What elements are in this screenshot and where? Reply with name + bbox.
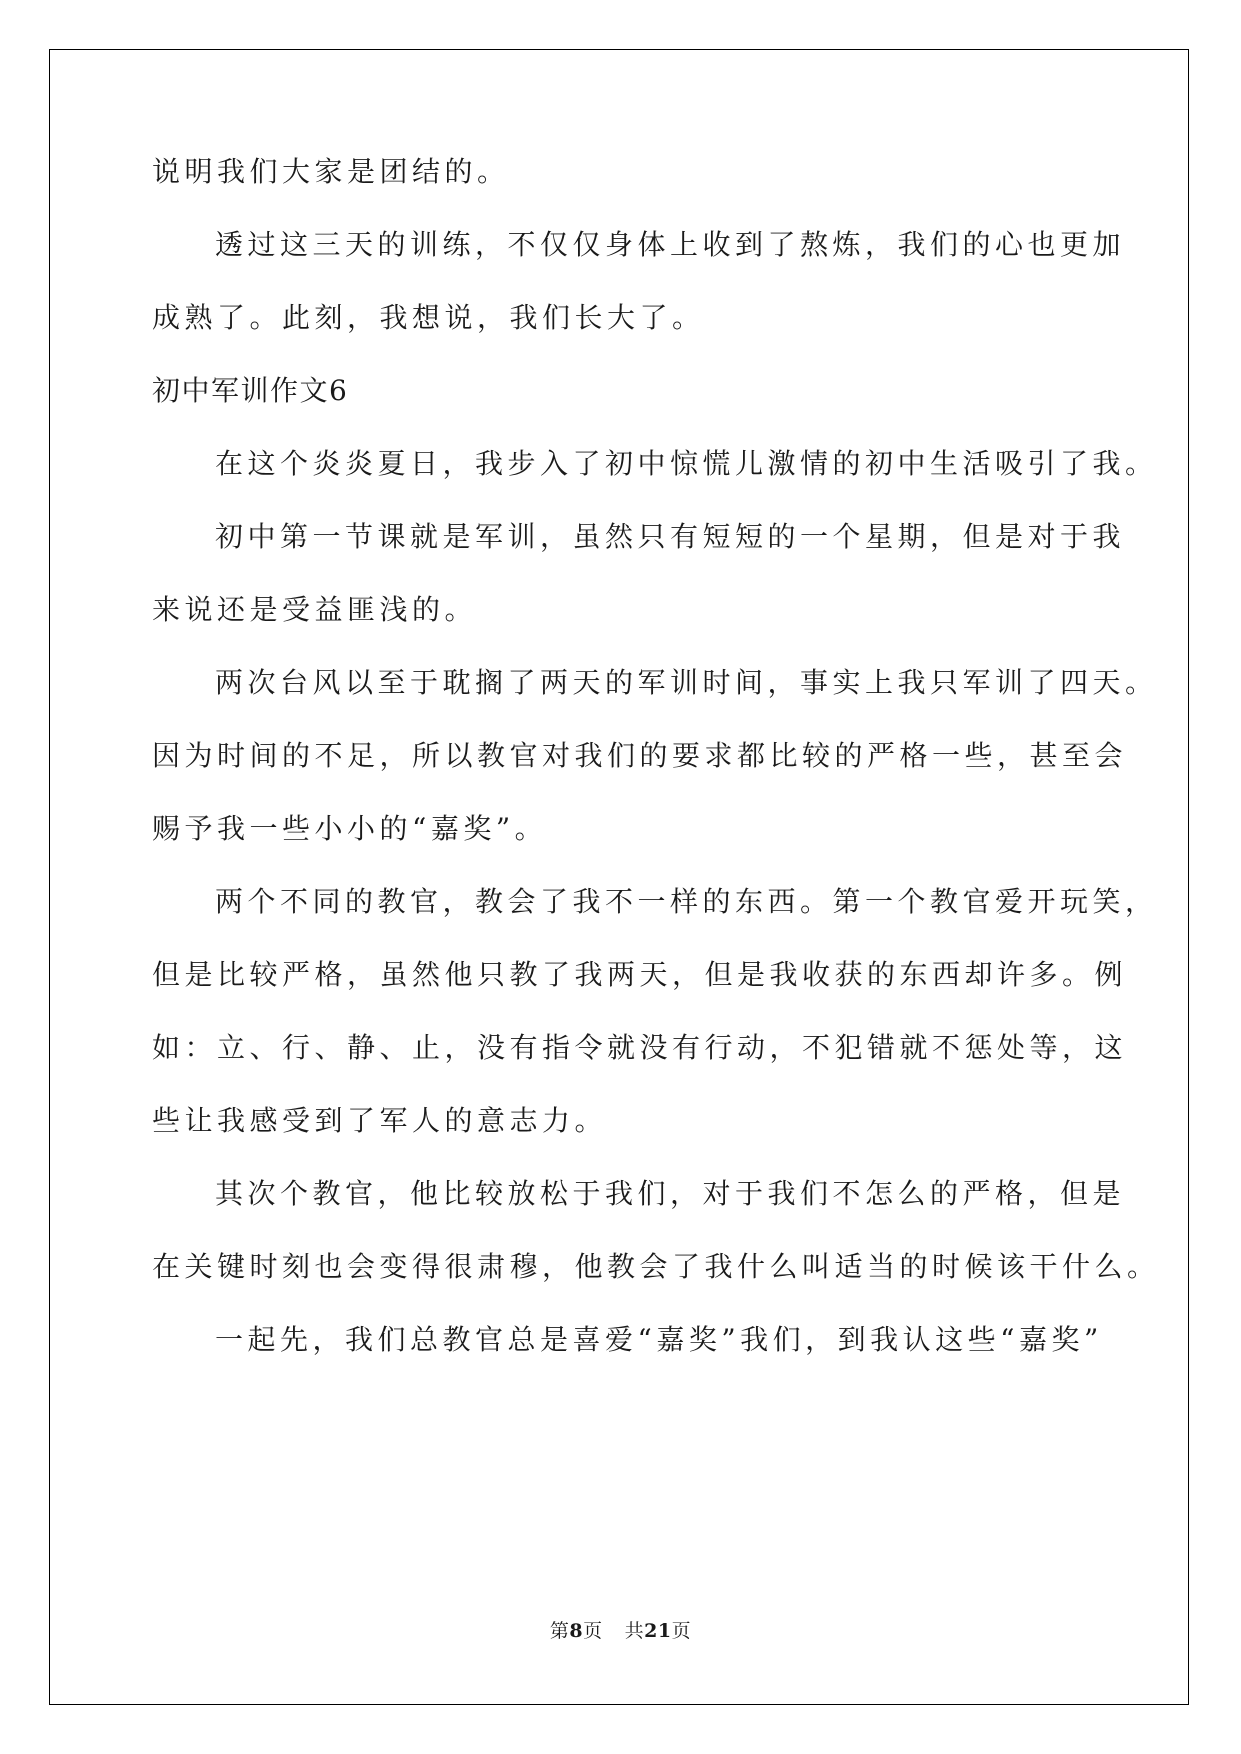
paragraph-line: 成熟了。此刻，我想说，我们长大了。	[152, 301, 705, 334]
total-suffix: 页	[671, 1620, 692, 1642]
page-prefix: 第	[549, 1620, 570, 1642]
section-heading: 初中军训作文6	[152, 374, 349, 407]
paragraph-line: 其次个教官，他比较放松于我们，对于我们不怎么的严格，但是	[215, 1177, 1126, 1210]
paragraph-line: 些让我感受到了军人的意志力。	[152, 1104, 608, 1137]
total-prefix: 共	[624, 1620, 645, 1642]
paragraph-line: 在关键时刻也会变得很肃穆，他教会了我什么叫适当的时候该干什么。	[152, 1250, 1160, 1283]
paragraph-line: 如：立、行、静、止，没有指令就没有行动，不犯错就不惩处等，这	[152, 1031, 1128, 1064]
paragraph-line: 赐予我一些小小的“嘉奖”。	[152, 812, 548, 845]
paragraph-line: 一起先，我们总教官总是喜爱“嘉奖”我们，到我认这些“嘉奖”	[215, 1323, 1103, 1356]
paragraph-line: 初中第一节课就是军训，虽然只有短短的一个星期，但是对于我	[215, 520, 1126, 553]
paragraph-line: 两次台风以至于耽搁了两天的军训时间，事实上我只军训了四天。	[215, 666, 1158, 699]
paragraph-line: 在这个炎炎夏日，我步入了初中惊慌儿激情的初中生活吸引了我。	[215, 447, 1158, 480]
page-suffix: 页	[583, 1620, 603, 1642]
page-footer	[0, 1622, 1241, 1641]
paragraph-line: 因为时间的不足，所以教官对我们的要求都比较的严格一些，甚至会	[152, 739, 1128, 772]
paragraph-line: 透过这三天的训练，不仅仅身体上收到了熬炼，我们的心也更加	[215, 228, 1126, 261]
paragraph-line: 来说还是受益匪浅的。	[152, 593, 478, 626]
page-number: 8	[569, 1620, 584, 1642]
page-border	[49, 49, 1189, 1705]
paragraph-line: 两个不同的教官，教会了我不一样的东西。第一个教官爱开玩笑，	[215, 885, 1158, 918]
paragraph-line: 但是比较严格，虽然他只教了我两天，但是我收获的东西却许多。例	[152, 958, 1128, 991]
total-pages: 21	[644, 1620, 672, 1642]
paragraph-line: 说明我们大家是团结的。	[152, 155, 510, 188]
